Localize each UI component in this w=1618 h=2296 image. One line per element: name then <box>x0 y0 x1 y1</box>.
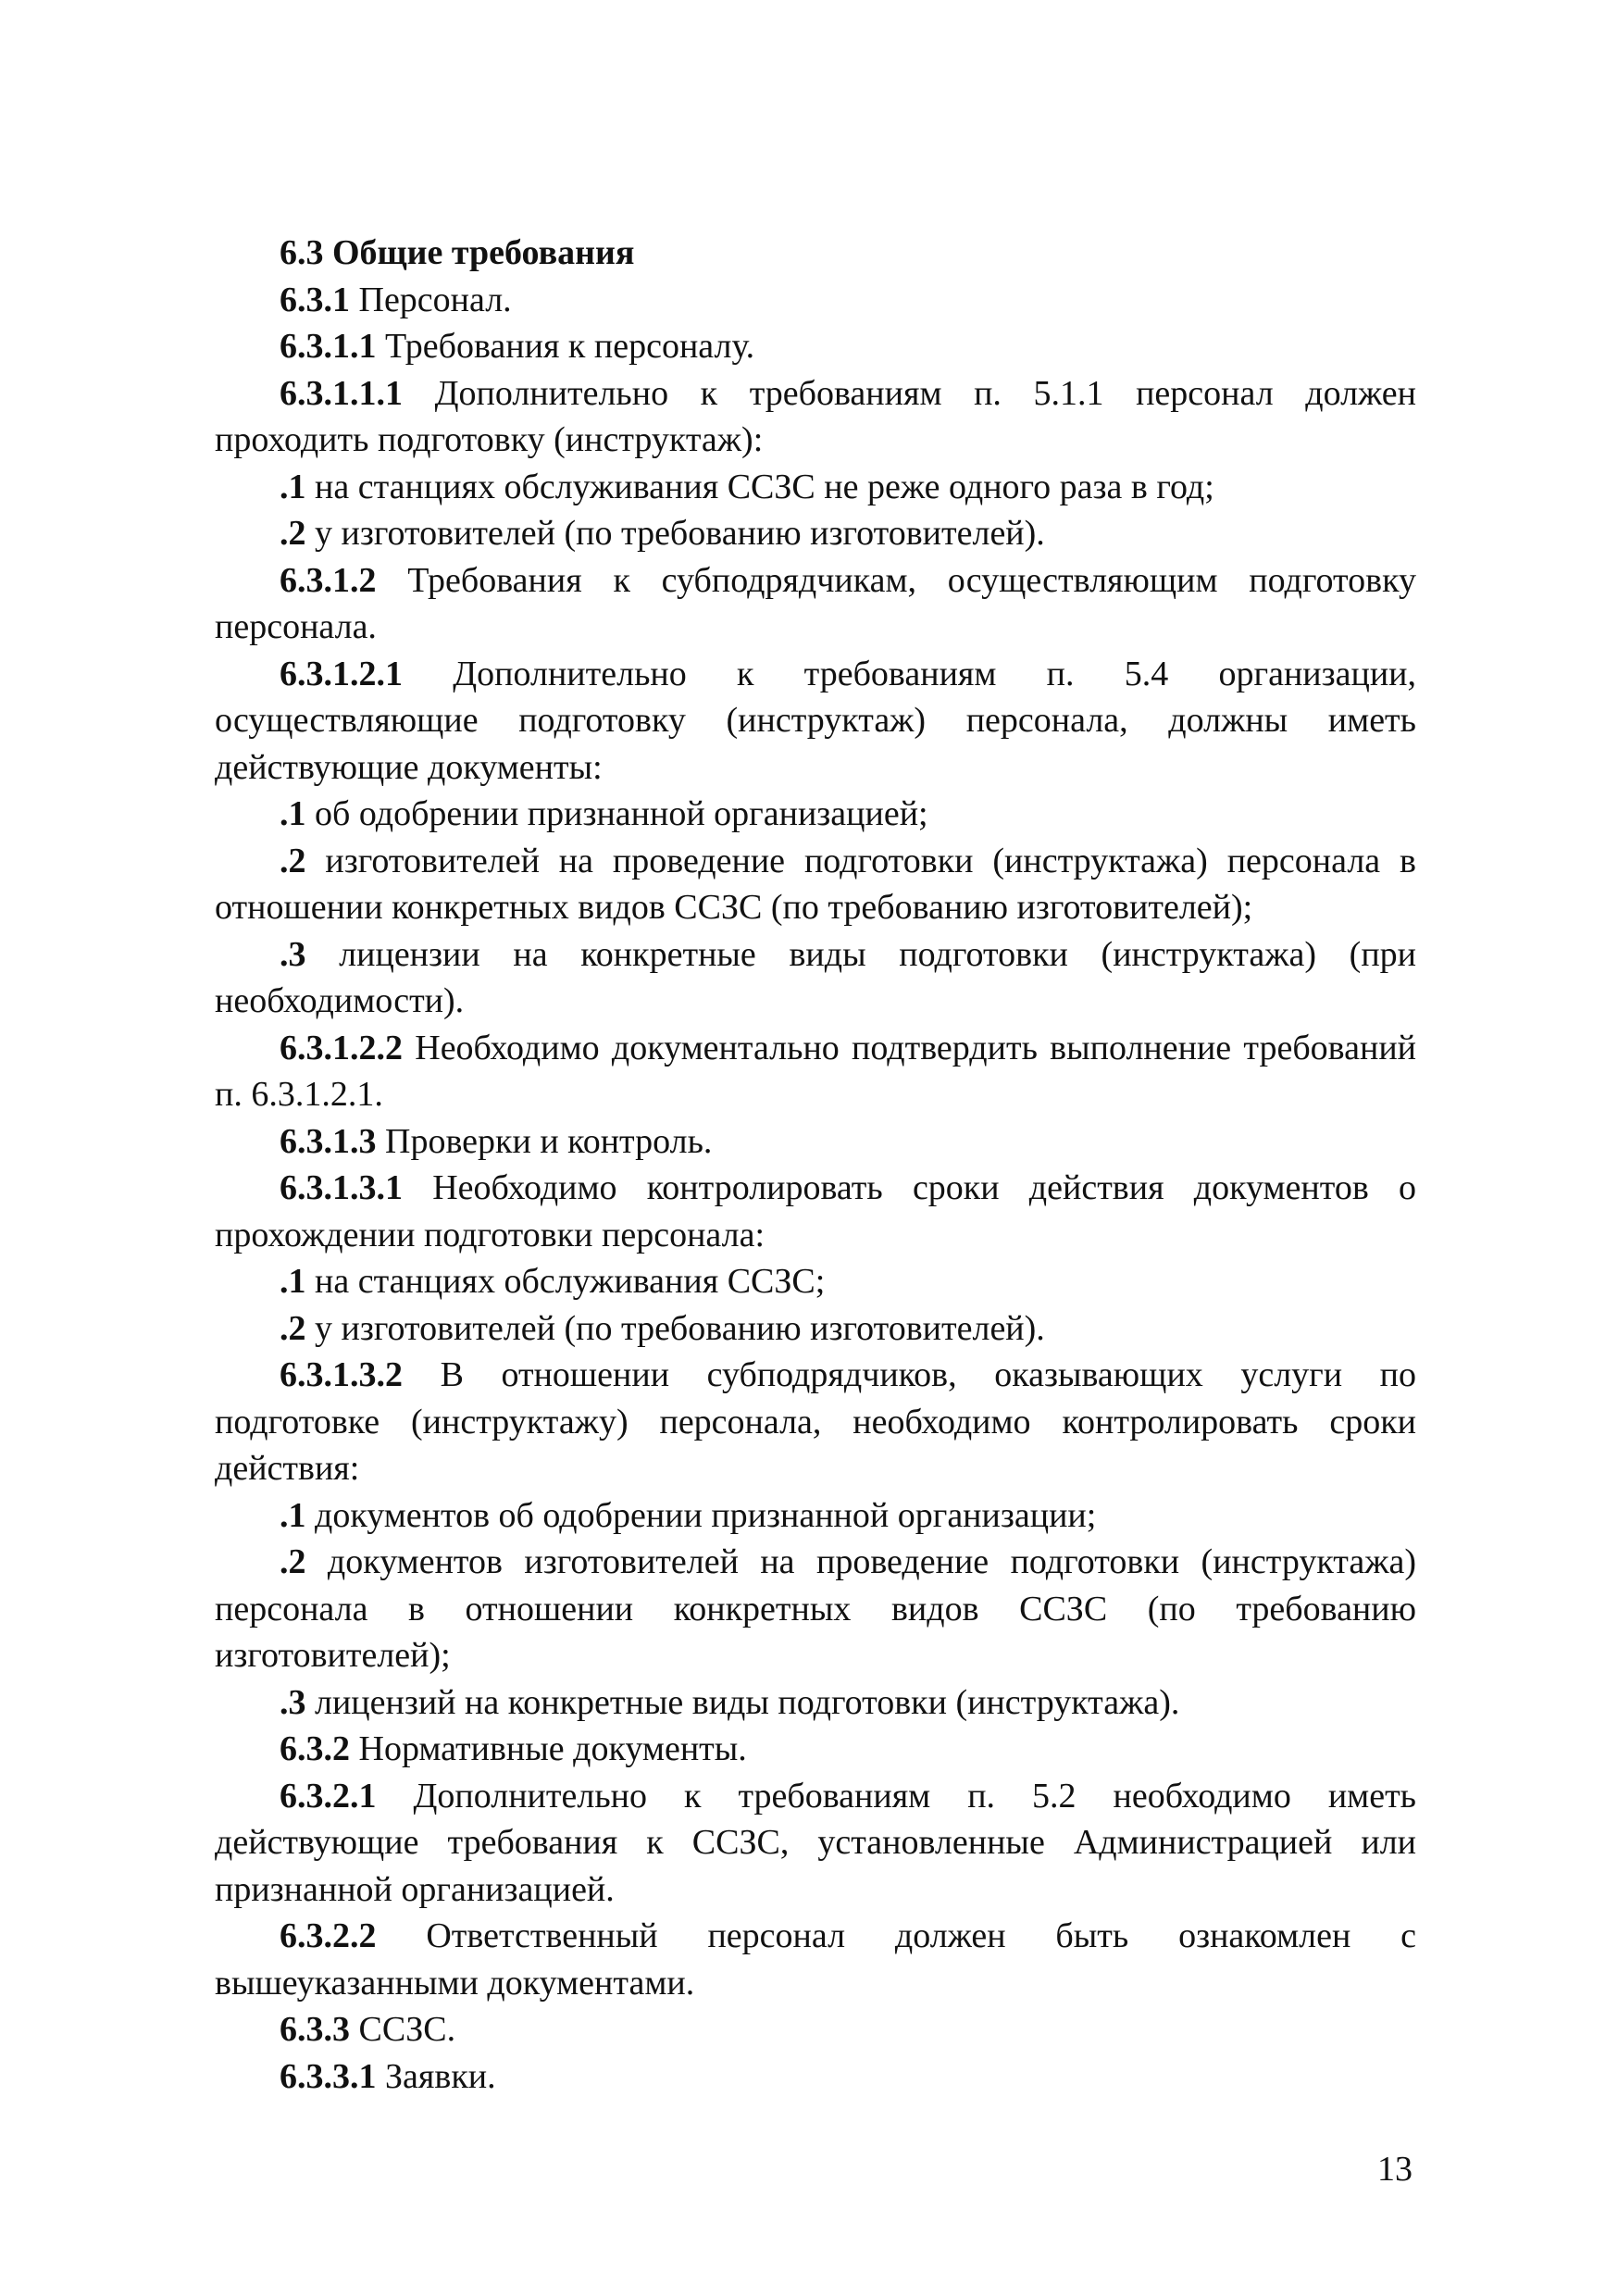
paragraph-text: Проверки и контроль. <box>376 1121 713 1161</box>
paragraph-text: Заявки. <box>376 2056 496 2096</box>
list-item-text: об одобрении признанной организацией; <box>305 794 928 833</box>
paragraph-number: 6.3.1.3.2 <box>280 1355 403 1394</box>
paragraph-number: 6.3.3.1 <box>280 2056 377 2096</box>
paragraph <box>215 1118 1416 1166</box>
paragraph-number: 6.3.2.1 <box>280 1776 377 1816</box>
paragraph-text: ССЗС. <box>350 2010 456 2049</box>
list-item-text: документов изготовителей на проведение подготовки (инструктажа) персонала в отношении конкретных видов ССЗС (по требованию изготовителей); <box>215 1542 1416 1675</box>
paragraph-number: 6.3.3 <box>280 2010 350 2049</box>
paragraph-text: Требования к субподрядчикам, осуществляющим подготовку персонала. <box>215 560 1416 646</box>
paragraph-number: 6.3.1.1 <box>280 327 377 366</box>
paragraph-number: 6.3.1.2 <box>280 560 377 600</box>
list-item-number: .1 <box>280 1495 306 1535</box>
list-item-number: .2 <box>280 1542 306 1581</box>
paragraph-number: 6.3.1.2.2 <box>280 1028 403 1067</box>
list-item <box>215 791 1416 838</box>
list-item-number: .1 <box>280 794 306 833</box>
paragraph-text: Необходимо документально подтвердить выполнение требований п. 6.3.1.2.1. <box>215 1028 1416 1114</box>
list-item-number: .2 <box>280 1308 306 1348</box>
paragraph-number: 6.3.1.3 <box>280 1121 377 1161</box>
paragraph-text: Персонал. <box>350 280 512 319</box>
paragraph-number: 6.3.1.3.1 <box>280 1168 403 1207</box>
paragraph-text: Необходимо контролировать сроки действия документов о прохождении подготовки персонала: <box>215 1168 1416 1254</box>
page-number: 13 <box>1377 2150 1413 2189</box>
paragraph-text: Нормативные документы. <box>350 1729 747 1768</box>
paragraph <box>215 1025 1416 1118</box>
list-item <box>215 838 1416 931</box>
list-item-text: лицензий на конкретные виды подготовки (инструктажа). <box>305 1682 1180 1722</box>
paragraph <box>215 651 1416 792</box>
section-heading <box>215 230 1416 277</box>
list-item-number: .3 <box>280 934 306 974</box>
paragraph <box>215 557 1416 651</box>
paragraph-number: 6.3.1 <box>280 280 350 319</box>
list-item-text: на станциях обслуживания ССЗС; <box>305 1262 826 1301</box>
paragraph <box>215 2006 1416 2053</box>
list-item-text: изготовителей на проведение подготовки (инструктажа) персонала в отношении конкретных видов ССЗС (по требованию изготовителей); <box>215 841 1416 927</box>
list-item <box>215 464 1416 511</box>
paragraph <box>215 323 1416 370</box>
list-item <box>215 1305 1416 1353</box>
paragraph-number: 6.3 Общие требования <box>280 233 635 272</box>
paragraph-number: 6.3.1.2.1 <box>280 654 403 693</box>
list-item <box>215 510 1416 557</box>
list-item-number: .1 <box>280 1262 306 1301</box>
list-item-text: у изготовителей (по требованию изготовителей). <box>305 1308 1045 1348</box>
list-item <box>215 1679 1416 1727</box>
list-item <box>215 1492 1416 1540</box>
list-item <box>215 1258 1416 1305</box>
paragraph-text: Дополнительно к требованиям п. 5.4 организации, осуществляющие подготовку (инструктаж) персонала, должны иметь действующие документы: <box>215 654 1416 787</box>
paragraph-text: Дополнительно к требованиям п. 5.2 необходимо иметь действующие требования к ССЗС, установленные Администрацией или признанной организацией. <box>215 1776 1416 1909</box>
list-item-number: .2 <box>280 841 306 880</box>
list-item-text: у изготовителей (по требованию изготовителей). <box>305 514 1045 553</box>
paragraph <box>215 370 1416 464</box>
paragraph-text: В отношении субподрядчиков, оказывающих услуги по подготовке (инструктажу) персонала, необходимо контролировать сроки действия: <box>215 1355 1416 1488</box>
paragraph <box>215 1773 1416 1914</box>
paragraph-number: 6.3.2 <box>280 1729 350 1768</box>
paragraph <box>215 1165 1416 1258</box>
list-item-text: лицензии на конкретные виды подготовки (инструктажа) (при необходимости). <box>215 934 1416 1020</box>
list-item-text: на станциях обслуживания ССЗС не реже одного раза в год; <box>305 467 1214 506</box>
paragraph <box>215 277 1416 324</box>
list-item-number: .3 <box>280 1682 306 1722</box>
list-item-text: документов об одобрении признанной организации; <box>305 1495 1097 1535</box>
list-item-number: .1 <box>280 467 306 506</box>
paragraph-text: Дополнительно к требованиям п. 5.1.1 персонал должен проходить подготовку (инструктаж): <box>215 373 1416 459</box>
list-item <box>215 1539 1416 1679</box>
list-item-number: .2 <box>280 514 306 553</box>
paragraph <box>215 1726 1416 1773</box>
paragraph-text: Требования к персоналу. <box>376 327 755 366</box>
paragraph <box>215 1913 1416 2006</box>
paragraph <box>215 1352 1416 1492</box>
paragraph-number: 6.3.2.2 <box>280 1916 377 1955</box>
list-item <box>215 931 1416 1025</box>
document-page <box>215 230 1416 2100</box>
paragraph-number: 6.3.1.1.1 <box>280 373 403 413</box>
paragraph-text: Ответственный персонал должен быть ознакомлен с вышеуказанными документами. <box>215 1916 1416 2003</box>
paragraph <box>215 2053 1416 2101</box>
